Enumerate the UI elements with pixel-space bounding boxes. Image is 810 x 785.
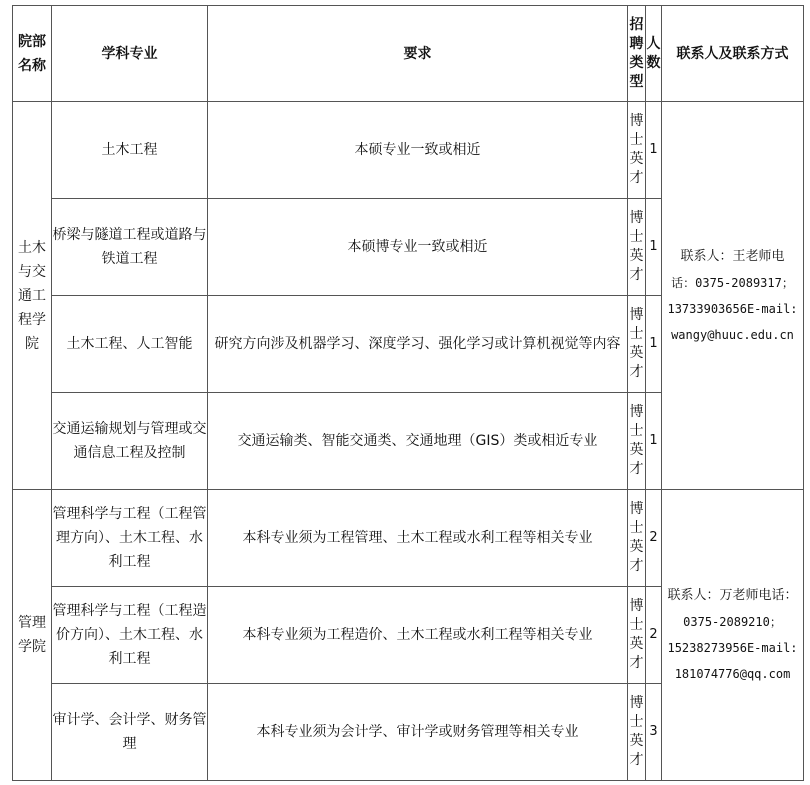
count-cell: 3 (646, 684, 662, 781)
recruit-type-cell: 博士英才 (628, 684, 646, 781)
header-contact: 联系人及联系方式 (662, 6, 804, 102)
table-row (13, 490, 804, 587)
recruit-type-cell: 博士英才 (628, 102, 646, 199)
recruit-type-cell: 博士英才 (628, 587, 646, 684)
major-cell: 交通运输规划与管理或交通信息工程及控制 (52, 393, 208, 490)
requirement-cell: 研究方向涉及机器学习、深度学习、强化学习或计算机视觉等内容 (208, 296, 628, 393)
header-recruit-type: 招聘类型 (628, 6, 646, 102)
recruit-type-cell: 博士英才 (628, 296, 646, 393)
requirement-cell: 交通运输类、智能交通类、交通地理（GIS）类或相近专业 (208, 393, 628, 490)
count-cell: 1 (646, 393, 662, 490)
dept-name-cell: 土木与交通工程学院 (13, 102, 52, 490)
requirement-cell: 本硕博专业一致或相近 (208, 199, 628, 296)
header-dept: 院部名称 (13, 6, 52, 102)
contact-email: 181074776@qq.com (674, 667, 791, 681)
header-major: 学科专业 (52, 6, 208, 102)
contact-line: 0375-2089210； (683, 615, 782, 629)
recruit-type-cell: 博士英才 (628, 393, 646, 490)
contact-email: wangy@huuc.edu.cn (671, 327, 794, 342)
contact-line: 15238273956E-mail: (667, 641, 798, 655)
major-cell: 土木工程 (52, 102, 208, 199)
contact-line: 13733903656E-mail: (667, 301, 798, 316)
header-count: 人数 (646, 6, 662, 102)
major-cell: 土木工程、人工智能 (52, 296, 208, 393)
requirement-cell: 本科专业须为工程管理、土木工程或水利工程等相关专业 (208, 490, 628, 587)
header-row (13, 6, 804, 102)
count-cell: 2 (646, 490, 662, 587)
requirement-cell: 本科专业须为工程造价、土木工程或水利工程等相关专业 (208, 587, 628, 684)
major-cell: 管理科学与工程（工程管理方向）、土木工程、水利工程 (52, 490, 208, 587)
count-cell: 2 (646, 587, 662, 684)
recruit-type-cell: 博士英才 (628, 199, 646, 296)
contact-line: 联系人：万老师电话： (667, 588, 798, 603)
count-cell: 1 (646, 102, 662, 199)
dept-name-cell: 管理学院 (13, 490, 52, 781)
requirement-cell: 本科专业须为会计学、审计学或财务管理等相关专业 (208, 684, 628, 781)
major-cell: 管理科学与工程（工程造价方向）、土木工程、水利工程 (52, 587, 208, 684)
requirement-cell: 本硕专业一致或相近 (208, 102, 628, 199)
count-cell: 1 (646, 296, 662, 393)
contact-cell (662, 102, 804, 490)
recruit-type-cell: 博士英才 (628, 490, 646, 587)
contact-line: 话：0375-2089317； (671, 275, 794, 290)
header-requirement: 要求 (208, 6, 628, 102)
major-cell: 审计学、会计学、财务管理 (52, 684, 208, 781)
contact-line: 联系人：王老师电 (680, 248, 785, 264)
count-cell: 1 (646, 199, 662, 296)
recruitment-table (12, 5, 804, 781)
contact-cell (662, 490, 804, 781)
major-cell: 桥梁与隧道工程或道路与铁道工程 (52, 199, 208, 296)
table-row (13, 102, 804, 199)
